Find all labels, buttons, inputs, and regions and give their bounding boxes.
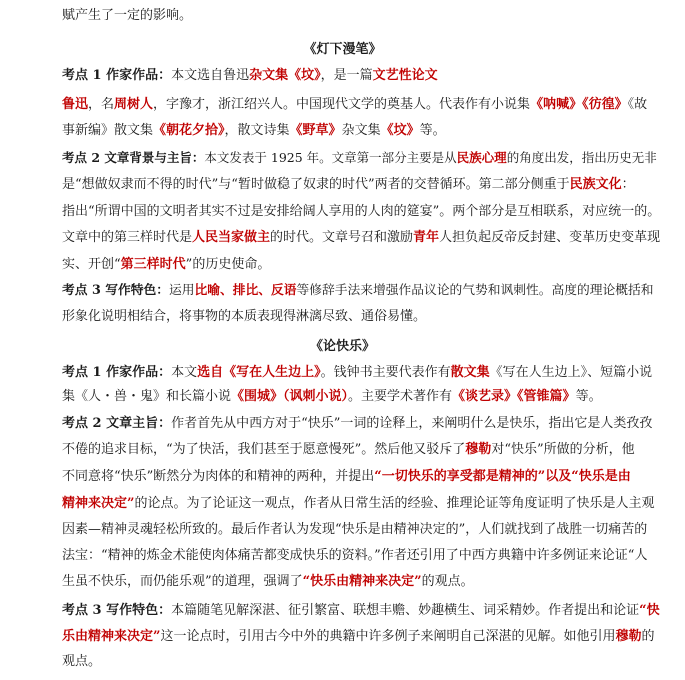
text-segment: ，字豫才，浙江绍兴人。中国现代文学的奠基人。代表作有小说集: [153, 97, 531, 112]
highlighted-text: 第三样时代: [120, 257, 186, 272]
text-line: [62, 228, 661, 248]
highlighted-text: 《围城》（讽刺小说）: [231, 389, 349, 404]
highlighted-text: 散文集: [450, 365, 490, 380]
text-line: [62, 467, 652, 487]
text-line: [62, 307, 652, 327]
highlighted-text: 精神来决定”: [62, 496, 135, 511]
text-segment: 法宝：“精神的炼金术能使肉体痛苦都变成快乐的资料。”作者还引用了中西方典籍中许多例证来论证“人: [62, 548, 648, 563]
text-segment: 对“快乐”所做的分析，他: [491, 442, 635, 457]
text-segment: 生虽不快乐，而仍能乐观”的道理，强调了: [62, 574, 303, 589]
text-line: [62, 601, 660, 621]
bold-label: 考点 1 作家作品：: [62, 365, 172, 380]
section-title: [0, 337, 685, 357]
highlighted-text: “快: [639, 603, 660, 618]
text-segment: 形象化说明相结合，将事物的本质表现得淋漓尽致、通俗易懂。: [62, 309, 427, 324]
text-line: [62, 148, 657, 168]
highlighted-text: 民族心理: [456, 150, 507, 165]
text-segment: 赋产生了一定的影响。: [62, 8, 193, 23]
bold-label: 考点 1 作家作品：: [62, 68, 172, 83]
text-line: [62, 66, 652, 86]
highlighted-text: 鲁迅: [62, 97, 89, 112]
text-segment: 实、开创“: [62, 257, 121, 272]
text-segment: 本文: [171, 365, 198, 380]
highlighted-text: 文艺性论文: [372, 68, 438, 83]
text-line: [62, 175, 652, 195]
text-segment: 的观点。: [421, 574, 474, 589]
text-line: [62, 255, 652, 275]
text-segment: ：: [621, 177, 635, 192]
text-line: [62, 546, 652, 566]
text-segment: 运用: [169, 283, 195, 298]
text-line: [62, 652, 652, 672]
text-line: [62, 363, 652, 383]
highlighted-text: 比喻、排比、反语: [194, 283, 297, 298]
text-line: [62, 121, 652, 141]
text-segment: 《写在人生边上》、短篇小说: [489, 365, 653, 380]
text-line: [62, 387, 652, 407]
text-line: [62, 572, 652, 592]
highlighted-text: 《呐喊》《彷徨》: [530, 97, 628, 112]
bold-label: 考点 2 文章背景与主旨：: [62, 150, 205, 165]
text-segment: 《故: [627, 97, 648, 112]
text-segment: 。钱钟书主要代表作有: [320, 365, 451, 380]
text-segment: 的时代。文章号召和激励: [270, 230, 414, 245]
text-line: [62, 440, 652, 460]
text-segment: 本篇随笔见解深湛、征引繁富、联想丰赡、妙趣横生、词采精妙。作者提出和论证: [171, 603, 640, 618]
text-segment: 不同意将“快乐”断然分为肉体的和精神的两种，并提出: [62, 469, 375, 484]
text-segment: 等。: [575, 389, 602, 404]
highlighted-text: 穆勒: [465, 442, 492, 457]
text-segment: 等修辞手法来增强作品议论的气势和讽刺性。高度的理论概括和: [296, 283, 654, 298]
highlighted-text: 《野草》: [289, 123, 342, 138]
text-line: [62, 281, 652, 301]
highlighted-text: “一切快乐的享受都是精神的”以及“快乐是由: [374, 469, 631, 484]
text-segment: 不倦的追求目标，“为了快活，我们甚至于愿意慢死”。然后他又驳斥了: [62, 442, 466, 457]
text-segment: 观点。: [62, 654, 102, 669]
section-title: [0, 40, 685, 60]
text-segment: 的论点。为了论证这一观点，作者从日常生活的经验、推理论证等角度证明了快乐是人主观: [134, 496, 655, 511]
text-segment: 等。: [419, 123, 446, 138]
text-segment: 的角度出发，指出历史无非: [506, 150, 657, 165]
highlighted-text: 人民当家做主: [192, 230, 271, 245]
text-segment: 事新编》散文集: [62, 123, 154, 138]
highlighted-text: 《坟》: [380, 123, 420, 138]
text-line: [62, 414, 652, 434]
text-segment: 杂文集: [341, 123, 381, 138]
text-line: [62, 95, 652, 115]
highlighted-text: 民族文化: [569, 177, 622, 192]
bold-label: 考点 3 写作特色：: [62, 603, 172, 618]
highlighted-text: 穆勒: [615, 629, 642, 644]
text-segment: ”的历史使命。: [185, 257, 271, 272]
text-line: [62, 494, 655, 514]
text-line: [62, 627, 655, 647]
highlighted-text: 青年: [413, 230, 440, 245]
bold-label: 《灯下漫笔》: [303, 42, 382, 57]
highlighted-text: 《朝花夕拾》: [153, 123, 225, 138]
text-line: [62, 6, 652, 26]
text-segment: 的: [641, 629, 655, 644]
highlighted-text: 选自《写在人生边上》: [197, 365, 321, 380]
text-segment: 这一论点时，引用古今中外的典籍中许多例子来阐明自己深湛的见解。如他引用: [160, 629, 616, 644]
text-segment: 集《人・兽・鬼》和长篇小说: [62, 389, 232, 404]
text-segment: 文章中的第三样时代是: [62, 230, 193, 245]
text-segment: ，名: [88, 97, 115, 112]
text-segment: ，散文诗集: [224, 123, 290, 138]
text-line: [62, 202, 661, 222]
bold-label: 《论快乐》: [309, 339, 375, 354]
bold-label: 考点 2 文章主旨：: [62, 416, 172, 431]
highlighted-text: “快乐由精神来决定”: [302, 574, 422, 589]
text-segment: 指出“所谓中国的文明者其实不过是安排给阔人享用的人肉的筵宴”。两个部分是互相联系，对应统一的。: [62, 204, 661, 219]
text-segment: 因素—精神灵魂轻松所致的。最后作者认为发现“快乐是由精神决定的”，人们就找到了战胜一切痛苦的: [62, 522, 648, 537]
highlighted-text: 周树人: [114, 97, 154, 112]
text-segment: 本文发表于 1925 年。文章第一部分主要是从: [204, 150, 457, 165]
text-segment: 作者首先从中西方对于“快乐”一词的诠释上，来阐明什么是快乐，指出它是人类孜孜: [171, 416, 653, 431]
highlighted-text: 《谈艺录》《管锥篇》: [452, 389, 576, 404]
text-segment: ，是一篇: [320, 68, 373, 83]
text-segment: 本文选自鲁迅: [171, 68, 250, 83]
highlighted-text: 杂文集《坟》: [249, 68, 321, 83]
text-segment: 是“想做奴隶而不得的时代”与“暂时做稳了奴隶的时代”两者的交替循环。第二部分侧重于: [62, 177, 570, 192]
text-segment: 。主要学术著作有: [348, 389, 453, 404]
highlighted-text: 乐由精神来决定”: [62, 629, 161, 644]
text-segment: 人担负起反帝反封建、变革历史变革现: [439, 230, 661, 245]
bold-label: 考点 3 写作特色：: [62, 283, 169, 298]
text-line: [62, 520, 652, 540]
